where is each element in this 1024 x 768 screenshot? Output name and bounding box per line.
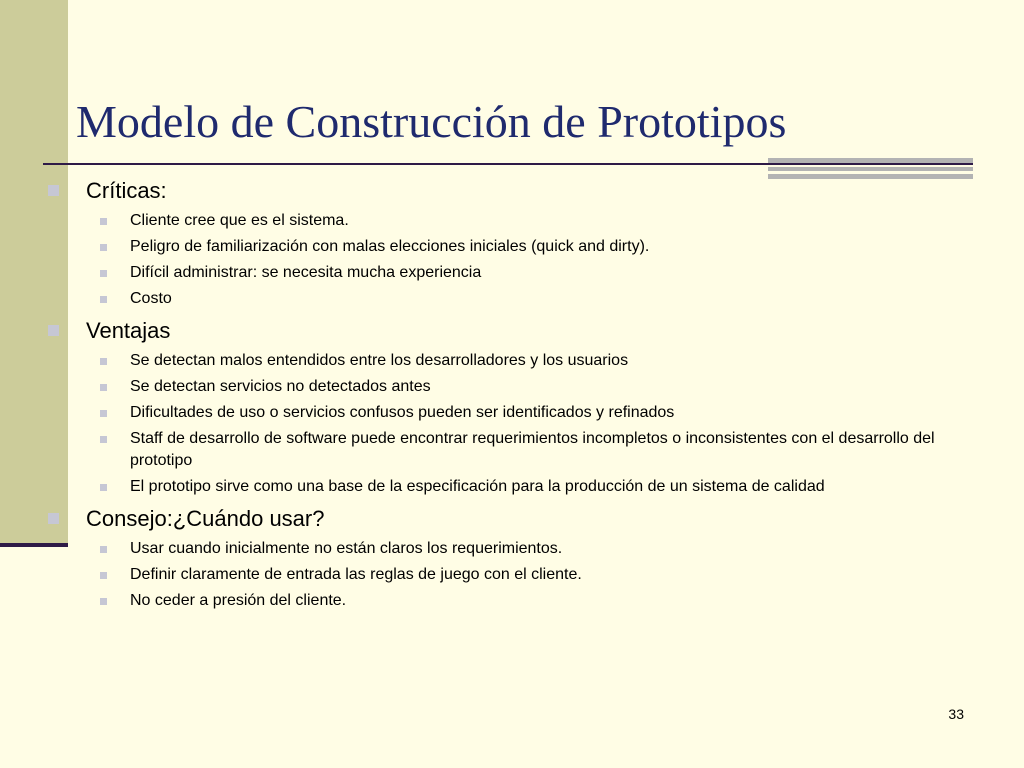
- list-item-text: Cliente cree que es el sistema.: [130, 212, 349, 229]
- list-item: [48, 402, 968, 424]
- section-criticas: [48, 178, 968, 204]
- section-ventajas: [48, 318, 968, 344]
- list-item: [48, 350, 968, 372]
- square-bullet-icon: [100, 218, 107, 225]
- square-bullet-icon: [100, 598, 107, 605]
- section-criticas-list: [48, 210, 968, 310]
- square-bullet-icon: [100, 572, 107, 579]
- list-item: [48, 476, 968, 498]
- square-bullet-icon: [48, 513, 59, 524]
- square-bullet-icon: [100, 384, 107, 391]
- list-item: [48, 210, 968, 232]
- section-heading: Críticas:: [86, 178, 167, 203]
- list-item-text: Difícil administrar: se necesita mucha experiencia: [130, 264, 482, 281]
- list-item-text: Usar cuando inicialmente no están claros los requerimientos.: [130, 540, 563, 557]
- list-item-text: Se detectan malos entendidos entre los desarrolladores y los usuarios: [130, 352, 629, 369]
- section-heading: Ventajas: [86, 318, 171, 343]
- list-item: [48, 590, 968, 612]
- list-item-text: Staff de desarrollo de software puede encontrar requerimientos incompletos o inconsistentes con el desarrollo del prototipo: [130, 430, 935, 469]
- list-item-text: Se detectan servicios no detectados antes: [130, 378, 431, 395]
- list-item-text: El prototipo sirve como una base de la especificación para la producción de un sistema de calidad: [130, 478, 825, 495]
- square-bullet-icon: [100, 436, 107, 443]
- square-bullet-icon: [48, 185, 59, 196]
- square-bullet-icon: [100, 270, 107, 277]
- square-bullet-icon: [48, 325, 59, 336]
- square-bullet-icon: [100, 546, 107, 553]
- square-bullet-icon: [100, 358, 107, 365]
- list-item-text: Costo: [130, 290, 172, 307]
- square-bullet-icon: [100, 296, 107, 303]
- square-bullet-icon: [100, 484, 107, 491]
- section-heading: Consejo:¿Cuándo usar?: [86, 506, 325, 531]
- list-item: [48, 564, 968, 586]
- page-number: 33: [948, 706, 964, 722]
- section-ventajas-list: [48, 350, 968, 498]
- list-item: [48, 288, 968, 310]
- list-item-text: No ceder a presión del cliente.: [130, 592, 347, 609]
- section-consejo-list: [48, 538, 968, 612]
- list-item-text: Peligro de familiarización con malas elecciones iniciales (quick and dirty).: [130, 238, 650, 255]
- slide-body: [48, 178, 968, 616]
- list-item: [48, 538, 968, 560]
- accent-bar: [768, 167, 973, 171]
- list-item: [48, 376, 968, 398]
- list-item: [48, 262, 968, 284]
- section-consejo: [48, 506, 968, 532]
- list-item: [48, 428, 968, 472]
- slide-title: Modelo de Construcción de Prototipos: [76, 96, 787, 147]
- accent-bar: [768, 158, 973, 163]
- square-bullet-icon: [100, 410, 107, 417]
- square-bullet-icon: [100, 244, 107, 251]
- list-item-text: Dificultades de uso o servicios confusos pueden ser identificados y refinados: [130, 404, 675, 421]
- list-item-text: Definir claramente de entrada las reglas de juego con el cliente.: [130, 566, 582, 583]
- list-item: [48, 236, 968, 258]
